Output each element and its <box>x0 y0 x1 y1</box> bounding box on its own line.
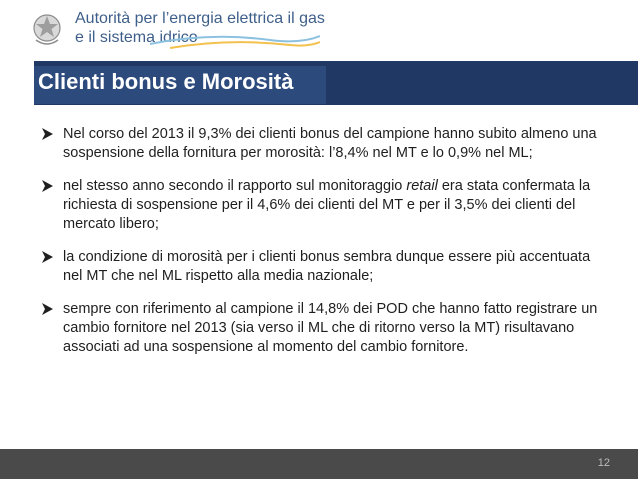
bullet-item <box>38 177 608 234</box>
arrow-bullet-icon <box>40 300 56 318</box>
emblem-icon <box>30 10 64 50</box>
bullet-item <box>38 248 608 286</box>
organization-name-line1: Autorità per l’energia elettrica il gas <box>75 10 325 27</box>
arrow-bullet-icon <box>40 177 56 195</box>
slide-footer <box>0 449 638 479</box>
bullet-text: sempre con riferimento al campione il 14,8% dei POD che hanno fatto registrare un cambio fornitore nel 2013 (sia verso il ML che di ritorno verso la MT) risultavano associati ad una sospensione al momento del cambio fornitore. <box>63 301 598 355</box>
bullet-text: la condizione di morosità per i clienti bonus sembra dunque essere più accentuata nel MT che nel ML rispetto alla media nazionale; <box>63 249 591 284</box>
bullet-text <box>63 177 608 234</box>
bullet-item <box>38 300 608 357</box>
page-number: 12 <box>597 457 610 469</box>
arrow-bullet-icon <box>40 125 56 143</box>
organization-name-line2: e il sistema idrico <box>75 29 198 46</box>
arrow-bullet-icon <box>40 248 56 266</box>
bullet-item <box>38 125 608 163</box>
bullet-text-part: nel stesso anno secondo il rapporto sul monitoraggio <box>63 178 407 194</box>
bullet-text-part: era stata confermata la richiesta di sospensione per il 4,6% dei clienti del MT e per il 3,5% dei clienti del mercato libero; <box>63 178 591 232</box>
title-bar <box>34 61 638 105</box>
logo-swoosh-icon <box>150 30 320 52</box>
bullet-list <box>38 125 608 371</box>
bullet-text: Nel corso del 2013 il 9,3% dei clienti bonus del campione hanno subito almeno una sospensione della fornitura per morosità: l’8,4% nel MT e lo 0,9% nel ML; <box>63 126 597 161</box>
slide-title: Clienti bonus e Morosità <box>38 69 294 94</box>
bullet-text-emphasis: retail <box>406 178 438 194</box>
slide-header <box>0 0 638 58</box>
